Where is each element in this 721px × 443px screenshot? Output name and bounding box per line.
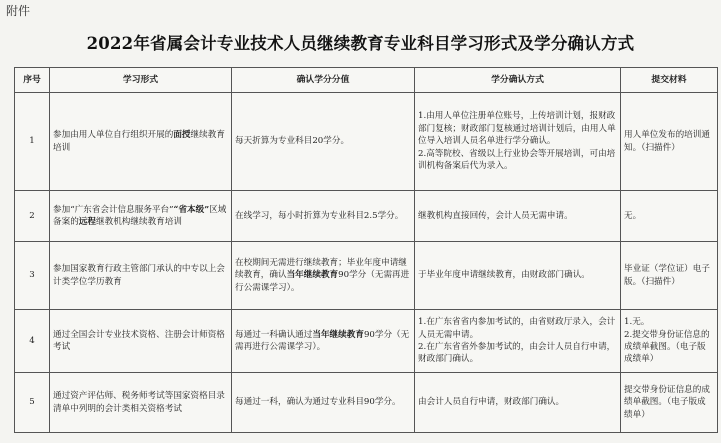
header-seq: 序号 <box>15 68 50 93</box>
cell-form: 通过资产评估师、税务师考试等国家资格目录清单中列明的会计类相关资格考试 <box>50 373 232 433</box>
table-row <box>15 242 718 310</box>
table-row <box>15 373 718 433</box>
cell-form: 参加由用人单位自行组织开展的面授继续教育培训 <box>50 93 232 191</box>
header-credit: 确认学分分值 <box>232 68 415 93</box>
credit-table <box>14 67 718 433</box>
cell-materials: 提交带身份证信息的成绩单截图。（电子版成绩单） <box>621 373 718 433</box>
cell-seq: 3 <box>15 242 50 310</box>
cell-materials: 1.无。 2.提交带身份证信息的成绩单截图。（电子版成绩单） <box>621 310 718 373</box>
cell-seq: 2 <box>15 191 50 242</box>
cell-form: 通过全国会计专业技术资格、注册会计师资格考试 <box>50 310 232 373</box>
header-materials: 提交材料 <box>621 68 718 93</box>
cell-method: 于毕业年度申请继续教育，由财政部门确认。 <box>415 242 621 310</box>
table-row <box>15 310 718 373</box>
cell-materials: 毕业证（学位证）电子版。（扫描件） <box>621 242 718 310</box>
cell-method: 1.由用人单位注册单位账号，上传培训计划，报财政部门复核；财政部门复核通过培训计划后，由用人单位导入培训人员名单进行学分确认。 2.高等院校、省级以上行业协会等开展培训，可由培训机构备案后代为录入。 <box>415 93 621 191</box>
table-row <box>15 93 718 191</box>
cell-method: 1.在广东省省内参加考试的，由省财政厅录入，会计人员无需申请。 2.在广东省省外参加考试的，由会计人员自行申请，财政部门确认。 <box>415 310 621 373</box>
cell-credit: 每通过一科确认通过当年继续教育90学分（无需再进行公需课学习）。 <box>232 310 415 373</box>
cell-seq: 1 <box>15 93 50 191</box>
header-form: 学习形式 <box>50 68 232 93</box>
table-header-row <box>15 68 718 93</box>
cell-method: 由会计人员自行申请，财政部门确认。 <box>415 373 621 433</box>
cell-credit: 在校期间无需进行继续教育；毕业年度申请继续教育，确认当年继续教育90学分（无需再进行公需课学习）。 <box>232 242 415 310</box>
cell-credit: 每天折算为专业科目20学分。 <box>232 93 415 191</box>
document-title: 2022年省属会计专业技术人员继续教育专业科目学习形式及学分确认方式 <box>86 34 635 53</box>
header-method: 学分确认方式 <box>415 68 621 93</box>
cell-materials: 无。 <box>621 191 718 242</box>
table-row <box>15 191 718 242</box>
cell-materials: 用人单位发布的培训通知。（扫描件） <box>621 93 718 191</box>
cell-seq: 5 <box>15 373 50 433</box>
cell-form: 参加“广东省会计信息服务平台”“省本级”区域备案的远程继教机构继续教育培训 <box>50 191 232 242</box>
cell-method: 继教机构直接回传，会计人员无需申请。 <box>415 191 621 242</box>
attachment-label: 附件 <box>6 4 31 18</box>
cell-form: 参加国家教育行政主管部门承认的中专以上会计类学位学历教育 <box>50 242 232 310</box>
cell-credit: 在线学习，每小时折算为专业科目2.5学分。 <box>232 191 415 242</box>
cell-credit: 每通过一科，确认为通过专业科目90学分。 <box>232 373 415 433</box>
cell-seq: 4 <box>15 310 50 373</box>
